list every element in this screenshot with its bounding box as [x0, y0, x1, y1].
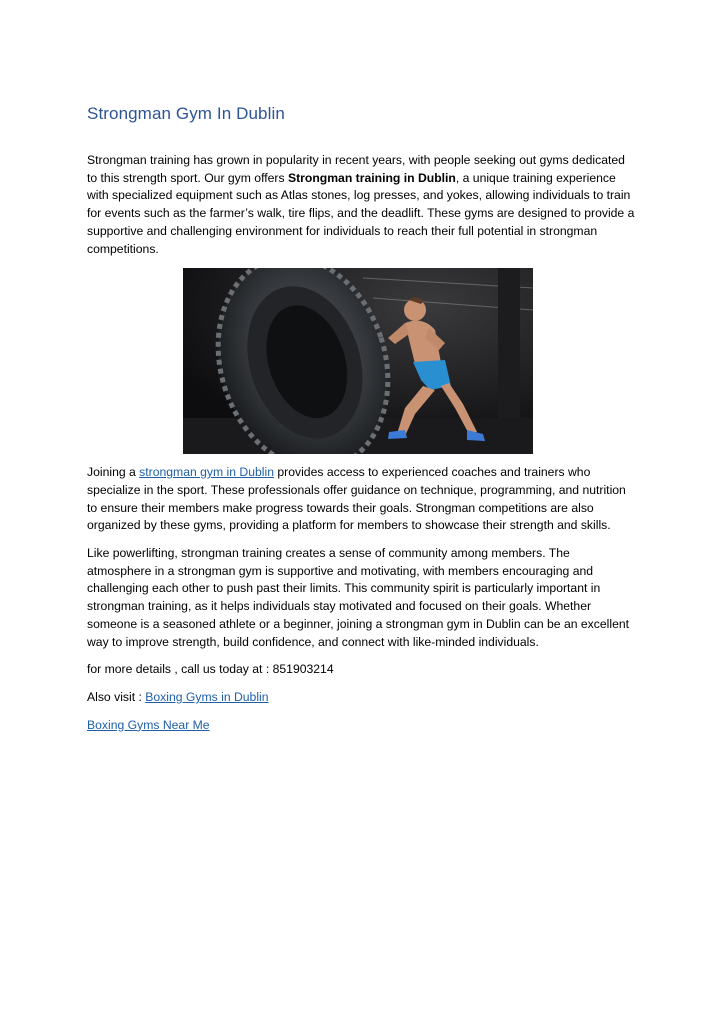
page-title: Strongman Gym In Dublin [87, 104, 285, 123]
strongman-gym-link[interactable]: strongman gym in Dublin [139, 465, 274, 480]
intro-bold-text: Strongman training in Dublin [287, 170, 456, 185]
coaching-paragraph [87, 464, 635, 535]
contact-line: for more details , call us today at : 851903214 [87, 662, 334, 677]
tire-flip-photo [183, 268, 533, 454]
intro-paragraph [87, 152, 635, 258]
intro-text-2: , a unique training experience with specialized equipment such as Atlas stones, log presses, and yokes, allowing individuals to train for events such as the farmer’s walk, tire flips, and the deadlift. These gyms are designed to provide a supportive and challenging environment for individuals to reach their full potential in strongman competitions. [87, 170, 635, 256]
also-visit-prefix: Also visit : [87, 689, 146, 704]
boxing-gyms-dublin-link[interactable]: Boxing Gyms in Dublin [145, 689, 269, 704]
also-visit-line [87, 689, 635, 707]
boxing-gyms-near-me-link[interactable]: Boxing Gyms Near Me [87, 717, 210, 732]
near-me-line [87, 717, 635, 735]
coaching-text: provides access to experienced coaches and trainers who specialize in the sport. These professionals offer guidance on technique, programming, and nutrition to ensure their members make progress towards their goals. Strongman competitions are also organized by these gyms, providing a platform for members to showcase their strength and skills. [87, 465, 626, 533]
intro-text-1: Strongman training has grown in popularity in recent years, with people seeking out gyms dedicated to this strength sport. Our gym offers [87, 153, 625, 185]
community-paragraph: Like powerlifting, strongman training creates a sense of community among members. The atmosphere in a strongman gym is supportive and motivating, with members encouraging and challenging each other to push past their limits. This community spirit is particularly important in strongman training, as it helps individuals stay motivated and focused on their goals. Whether someone is a seasoned athlete or a beginner, joining a strongman gym in Dublin can be an excellent way to improve strength, build confidence, and connect with like-minded individuals. [87, 546, 630, 649]
document-page [87, 104, 635, 744]
coaching-prefix: Joining a [87, 465, 140, 480]
